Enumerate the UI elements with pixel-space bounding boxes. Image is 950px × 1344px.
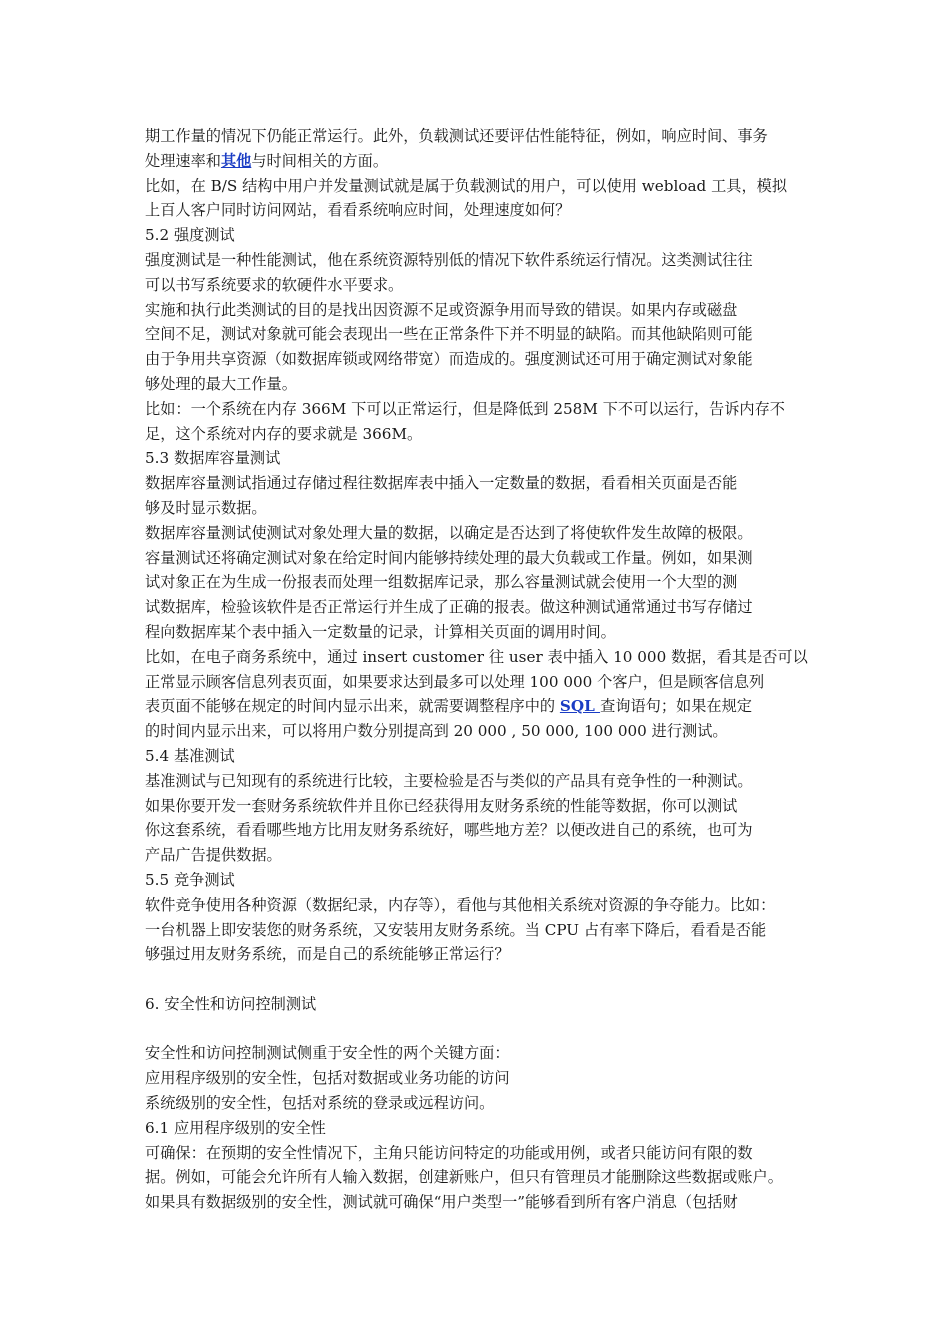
line-text: 产品广告提供数据。 [145,846,282,865]
text-line [145,149,809,174]
line-text: 实施和执行此类测试的目的是找出因资源不足或资源争用而导致的错误。如果内存或磁盘 [145,300,738,319]
text-line [145,992,809,1017]
paragraph [145,1041,809,1115]
text-line [145,273,809,298]
paragraph [145,967,809,992]
text-line [145,595,809,620]
paragraph [145,992,809,1017]
text-line [145,124,809,149]
text-line [145,893,809,918]
paragraph [145,124,809,174]
text-line [145,1091,809,1116]
text-line [145,298,809,323]
line-text: 5.5 竞争测试 [145,870,235,889]
line-text: 可以书写系统要求的软硬件水平要求。 [145,275,404,294]
line-text: 够及时显示数据。 [145,498,267,517]
text-line [145,397,809,422]
link-other[interactable]: 其他 [220,151,252,170]
paragraph [145,174,809,224]
line-text: 软件竞争使用各种资源（数据纪录，内存等），看他与其他相关系统对资源的争夺能力。比如： [145,895,776,914]
text-line [145,942,809,967]
line-text: 空间不足，测试对象就可能会表现出一些在正常条件下并不明显的缺陷。而其他缺陷则可能 [145,325,753,344]
line-text: 可确保：在预期的安全性情况下，主角只能访问特定的功能或用例，或者只能访问有限的数 [145,1143,753,1162]
text-line [145,446,809,471]
text-line [145,422,809,447]
paragraph [145,248,809,298]
text-line [145,694,809,719]
text-line [145,868,809,893]
text-line [145,1066,809,1091]
line-text: 够强过用友财务系统，而是自己的系统能够正常运行？ [145,945,510,964]
line-text: 由于争用共享资源（如数据库锁或网络带宽）而造成的。强度测试还可用于确定测试对象能 [145,350,753,369]
text-line [145,1116,809,1141]
line-text: 与时间相关的方面。 [251,151,388,170]
link-sql[interactable]: SQL [559,697,601,716]
text-line [145,645,809,670]
paragraph [145,223,809,248]
line-text: 5.2 强度测试 [145,226,235,245]
line-text: 你这套系统，看看哪些地方比用友财务系统好，哪些地方差？以便改进自己的系统，也可为 [145,821,753,840]
text-line [145,670,809,695]
text-line [145,471,809,496]
line-text: 系统级别的安全性，包括对系统的登录或远程访问。 [145,1094,495,1113]
paragraph [145,1017,809,1042]
text-line [145,918,809,943]
text-line [145,1165,809,1190]
blank-line [145,967,809,992]
line-text: 6.1 应用程序级别的安全性 [145,1118,326,1137]
line-text: 应用程序级别的安全性，包括对数据或业务功能的访问 [145,1069,510,1088]
paragraph [145,1141,809,1215]
text-line [145,372,809,397]
text-line [145,322,809,347]
line-text: 查询语句；如果在规定 [600,697,752,716]
text-line [145,570,809,595]
line-text: 容量测试还将确定测试对象在给定时间内能够持续处理的最大负载或工作量。例如，如果测 [145,548,753,567]
paragraph [145,298,809,397]
line-text: 比如，在电子商务系统中，通过 insert customer 往 user 表中插入 10 000 数据，看其是否可以 [145,647,808,666]
line-text: 比如，在 B/S 结构中用户并发量测试就是属于负载测试的用户，可以使用 webload 工具，模拟 [145,176,788,195]
paragraph [145,893,809,967]
line-text: 安全性和访问控制测试侧重于安全性的两个关键方面： [145,1044,510,1063]
text-line [145,347,809,372]
line-text: 数据库容量测试指通过存储过程往数据库表中插入一定数量的数据，看看相关页面是否能 [145,474,738,493]
text-line [145,521,809,546]
text-line [145,794,809,819]
line-text: 够处理的最大工作量。 [145,374,297,393]
paragraph [145,769,809,868]
line-text: 6. 安全性和访问控制测试 [145,994,317,1013]
text-line [145,546,809,571]
text-line [145,719,809,744]
text-line [145,248,809,273]
line-text: 处理速率和 [145,151,221,170]
text-line [145,620,809,645]
document-page [145,124,809,1215]
line-text: 程向数据库某个表中插入一定数量的记录，计算相关页面的调用时间。 [145,622,616,641]
paragraph [145,645,809,744]
line-text: 如果你要开发一套财务系统软件并且你已经获得用友财务系统的性能等数据，你可以测试 [145,796,738,815]
text-line [145,744,809,769]
text-line [145,496,809,521]
paragraph [145,471,809,521]
text-line [145,1041,809,1066]
paragraph [145,868,809,893]
line-text: 的时间内显示出来，可以将用户数分别提高到 20 000 , 50 000, 100 000 进行测试。 [145,722,728,741]
text-line [145,1190,809,1215]
line-text: 上百人客户同时访问网站，看看系统响应时间，处理速度如何？ [145,201,571,220]
text-line [145,843,809,868]
paragraph [145,1116,809,1141]
text-line [145,174,809,199]
line-text: 比如：一个系统在内存 366M 下可以正常运行，但是降低到 258M 下不可以运行，告诉内存不 [145,399,785,418]
line-text: 试对象正在为生成一份报表而处理一组数据库记录，那么容量测试就会使用一个大型的测 [145,573,738,592]
text-line [145,1141,809,1166]
line-text: 正常显示顾客信息列表页面，如果要求达到最多可以处理 100 000 个客户，但是顾客信息列 [145,672,765,691]
text-line [145,198,809,223]
line-text: 足，这个系统对内存的要求就是 366M。 [145,424,423,443]
line-text: 5.3 数据库容量测试 [145,449,281,468]
line-text: 一台机器上即安装您的财务系统，又安装用友财务系统。当 CPU 占有率下降后，看看是否能 [145,920,767,939]
paragraph [145,744,809,769]
line-text: 如果具有数据级别的安全性，测试就可确保“用户类型一”能够看到所有客户消息（包括财 [145,1193,738,1212]
text-line [145,223,809,248]
text-line [145,818,809,843]
line-text: 据。例如，可能会允许所有人输入数据，创建新账户，但只有管理员才能删除这些数据或账户。 [145,1168,783,1187]
line-text: 数据库容量测试使测试对象处理大量的数据，以确定是否达到了将使软件发生故障的极限。 [145,523,753,542]
blank-line [145,1017,809,1042]
line-text: 5.4 基准测试 [145,746,235,765]
paragraph [145,397,809,447]
line-text: 基准测试与已知现有的系统进行比较，主要检验是否与类似的产品具有竞争性的一种测试。 [145,771,753,790]
text-line [145,769,809,794]
line-text: 表页面不能够在规定的时间内显示出来，就需要调整程序中的 [145,697,560,716]
line-text: 强度测试是一种性能测试，他在系统资源特别低的情况下软件系统运行情况。这类测试往往 [145,250,753,269]
paragraph [145,446,809,471]
line-text: 试数据库，检验该软件是否正常运行并生成了正确的报表。做这种测试通常通过书写存储过 [145,598,753,617]
paragraph [145,521,809,645]
line-text: 期工作量的情况下仍能正常运行。此外，负载测试还要评估性能特征，例如，响应时间、事务 [145,127,768,145]
